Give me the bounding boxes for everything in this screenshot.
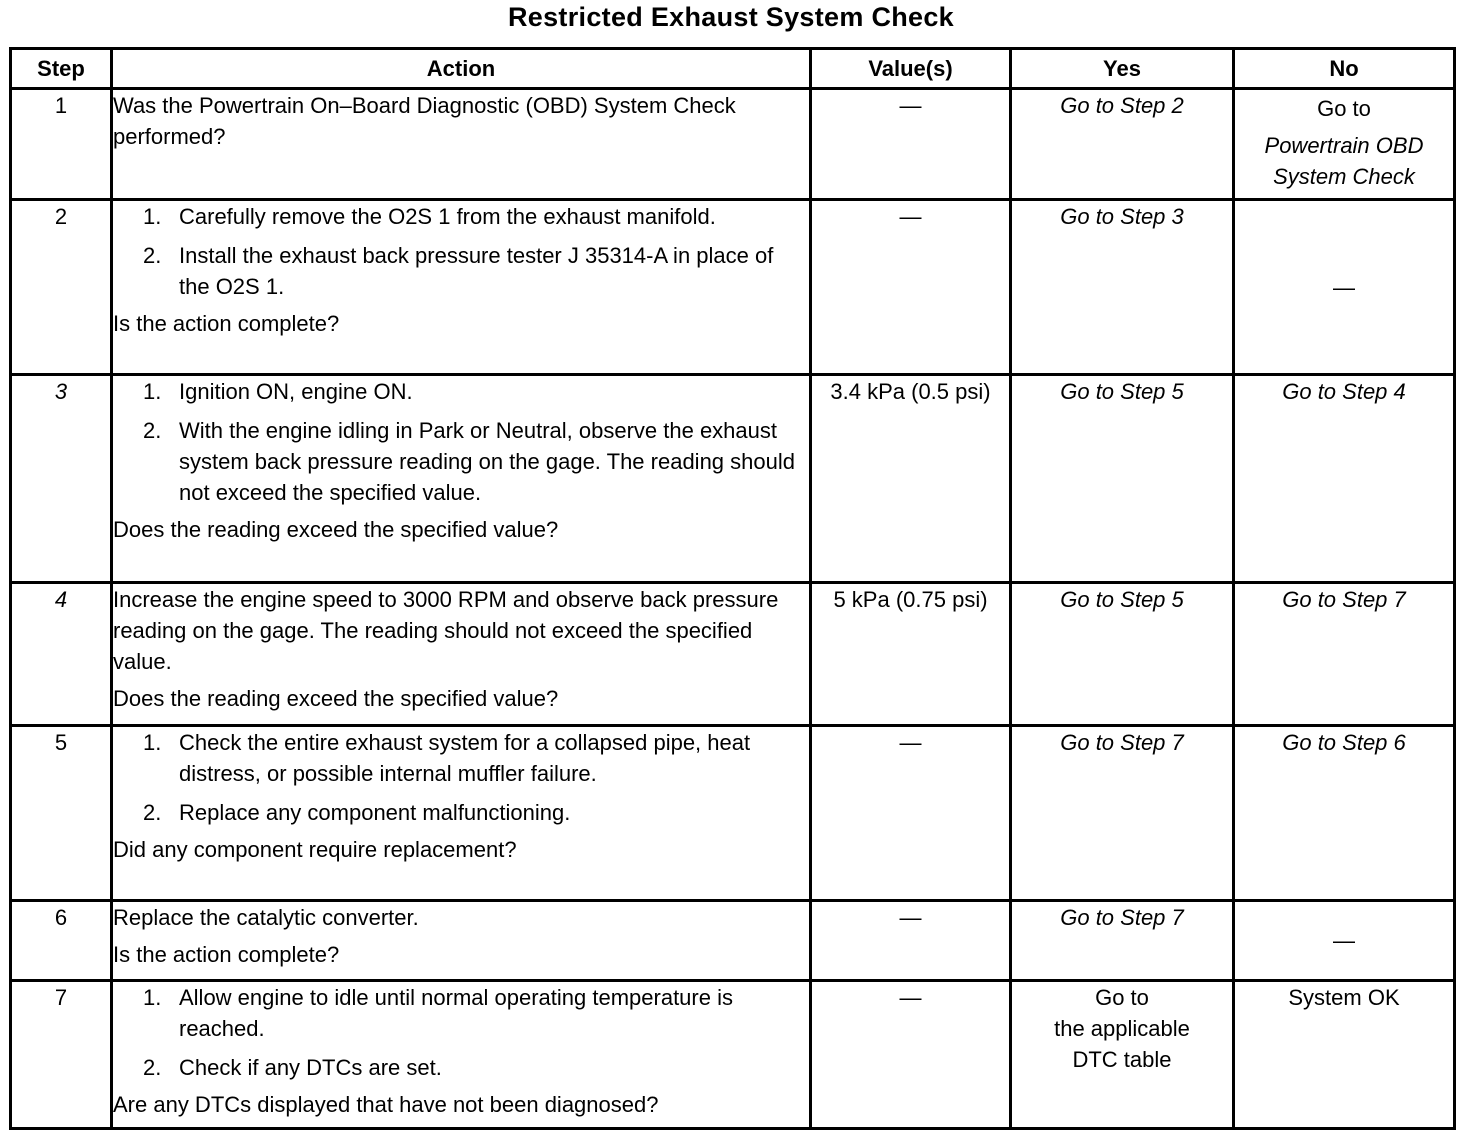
- list-number: 2.: [143, 800, 162, 825]
- no-cell: System OK: [1234, 981, 1455, 1129]
- no-cell: [1234, 89, 1455, 200]
- action-cell: [112, 901, 811, 981]
- action-list: [113, 982, 809, 1083]
- yes-cell: Go to Step 2: [1011, 89, 1234, 200]
- no-cell: Go to Step 6: [1234, 726, 1455, 901]
- list-item: [113, 797, 809, 828]
- no-cell: Go to Step 4: [1234, 375, 1455, 583]
- action-text: Replace the catalytic converter.: [113, 905, 419, 930]
- step-number: 5: [11, 726, 112, 901]
- table-row: [11, 981, 1455, 1129]
- question-text: Are any DTCs displayed that have not been diagnosed?: [113, 1092, 659, 1117]
- step-number: 1: [11, 89, 112, 200]
- list-text: Allow engine to idle until normal operating temperature is reached.: [179, 985, 733, 1041]
- header-step: Step: [11, 49, 112, 89]
- yes-cell: [1011, 981, 1234, 1129]
- yes-cell: Go to Step 5: [1011, 375, 1234, 583]
- list-text: Check if any DTCs are set.: [179, 1055, 442, 1080]
- action-list: [113, 376, 809, 508]
- list-item: [113, 201, 809, 232]
- action-cell: [112, 375, 811, 583]
- list-number: 1.: [143, 730, 162, 755]
- list-number: 1.: [143, 204, 162, 229]
- diagnostic-table: [9, 47, 1456, 1130]
- no-cell: —: [1234, 901, 1455, 981]
- action-cell: [112, 981, 811, 1129]
- yes-cell: Go to Step 3: [1011, 200, 1234, 375]
- table-row: [11, 726, 1455, 901]
- list-item: [113, 727, 809, 789]
- action-cell: [112, 89, 811, 200]
- action-cell: [112, 200, 811, 375]
- yes-cell: Go to Step 7: [1011, 901, 1234, 981]
- table-row: [11, 89, 1455, 200]
- list-text: Install the exhaust back pressure tester J 35314-A in place of the O2S 1.: [179, 243, 774, 299]
- list-text: Replace any component malfunctioning.: [179, 800, 571, 825]
- action-list: [113, 201, 809, 302]
- question-text: Does the reading exceed the specified value?: [113, 517, 559, 542]
- question-text: Is the action complete?: [113, 942, 340, 967]
- yes-cell: Go to Step 5: [1011, 583, 1234, 726]
- action-text: Increase the engine speed to 3000 RPM and observe back pressure reading on the gage. The reading should not exceed the specified value.: [113, 587, 779, 674]
- step-number: 3: [11, 375, 112, 583]
- list-text: Check the entire exhaust system for a collapsed pipe, heat distress, or possible internal muffler failure.: [179, 730, 751, 786]
- value-cell: —: [811, 89, 1011, 200]
- list-number: 2.: [143, 1055, 162, 1080]
- page-title: Restricted Exhaust System Check: [508, 2, 954, 32]
- list-text: Ignition ON, engine ON.: [179, 379, 413, 404]
- list-item: [113, 1052, 809, 1083]
- list-item: [113, 982, 809, 1044]
- no-cell: —: [1234, 200, 1455, 375]
- no-cell: Go to Step 7: [1234, 583, 1455, 726]
- value-cell: —: [811, 981, 1011, 1129]
- action-cell: [112, 583, 811, 726]
- no-text: Go to: [1317, 96, 1371, 121]
- list-number: 1.: [143, 379, 162, 404]
- list-number: 2.: [143, 418, 162, 443]
- step-number: 2: [11, 200, 112, 375]
- action-text: Was the Powertrain On–Board Diagnostic (OBD) System Check performed?: [113, 93, 736, 149]
- list-item: [113, 240, 809, 302]
- step-number: 4: [11, 583, 112, 726]
- header-action: Action: [112, 49, 811, 89]
- yes-text: DTC table: [1072, 1047, 1172, 1072]
- value-cell: —: [811, 726, 1011, 901]
- value-cell: —: [811, 200, 1011, 375]
- question-text: Is the action complete?: [113, 311, 340, 336]
- question-text: Does the reading exceed the specified value?: [113, 686, 559, 711]
- header-no: No: [1234, 49, 1455, 89]
- table-row: [11, 583, 1455, 726]
- list-number: 2.: [143, 243, 162, 268]
- question-text: Did any component require replacement?: [113, 837, 517, 862]
- action-list: [113, 727, 809, 828]
- yes-text: the applicable: [1054, 1016, 1190, 1041]
- list-item: [113, 415, 809, 508]
- table-row: [11, 901, 1455, 981]
- header-yes: Yes: [1011, 49, 1234, 89]
- header-values: Value(s): [811, 49, 1011, 89]
- header-row: [11, 49, 1455, 89]
- list-text: Carefully remove the O2S 1 from the exhaust manifold.: [179, 204, 716, 229]
- yes-cell: Go to Step 7: [1011, 726, 1234, 901]
- list-number: 1.: [143, 985, 162, 1010]
- no-link-text: Powertrain OBD System Check: [1264, 133, 1424, 189]
- yes-text: Go to: [1095, 985, 1149, 1010]
- value-cell: 3.4 kPa (0.5 psi): [811, 375, 1011, 583]
- step-number: 7: [11, 981, 112, 1129]
- table-row: [11, 200, 1455, 375]
- list-text: With the engine idling in Park or Neutral, observe the exhaust system back pressure reading on the gage. The reading should not exceed the specified value.: [179, 418, 795, 505]
- action-cell: [112, 726, 811, 901]
- list-item: [113, 376, 809, 407]
- table-row: [11, 375, 1455, 583]
- step-number: 6: [11, 901, 112, 981]
- value-cell: 5 kPa (0.75 psi): [811, 583, 1011, 726]
- value-cell: —: [811, 901, 1011, 981]
